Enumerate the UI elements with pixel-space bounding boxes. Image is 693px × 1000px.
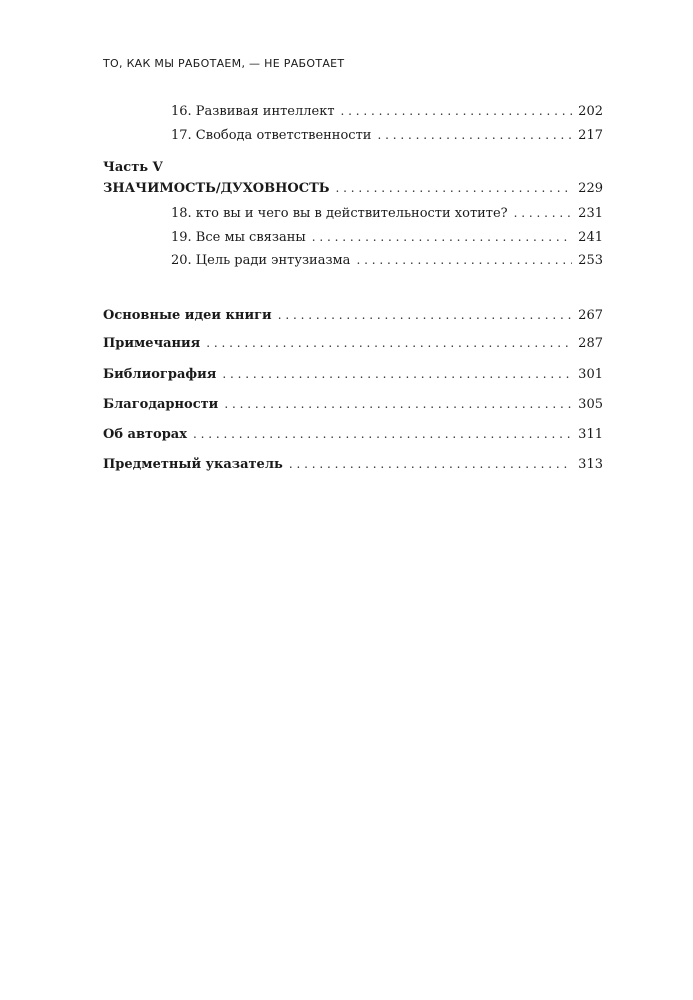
toc-entry-title: 18. кто вы и чего вы в действительности хотите?: [171, 206, 508, 221]
toc-entry-page: 229: [578, 181, 603, 196]
part-label: Часть V: [103, 160, 163, 175]
toc-entry-page: 301: [578, 367, 603, 382]
toc-entry-title: Основные идеи книги: [103, 308, 272, 323]
dot-leader: [514, 203, 573, 223]
toc-entry-notes: [103, 333, 603, 353]
toc-entry-title: 16. Развивая интеллект: [171, 104, 335, 119]
toc-entry-title: ЗНАЧИМОСТЬ/ДУХОВНОСТЬ: [103, 181, 330, 196]
toc-entry-chapter-16: [103, 101, 603, 121]
dot-leader: [193, 424, 572, 444]
dot-leader: [335, 178, 572, 198]
dot-leader: [206, 333, 572, 353]
toc-entry-page: 311: [578, 427, 603, 442]
toc-entry-page: 217: [578, 128, 603, 143]
toc-entry-index: [103, 454, 603, 474]
toc-entry-title: Библиография: [103, 367, 217, 382]
toc-entry-key-ideas: [103, 305, 603, 325]
dot-leader: [278, 305, 572, 325]
toc-entry-title: Предметный указатель: [103, 457, 283, 472]
toc-entry-acknowledgments: [103, 394, 603, 414]
toc-entry-chapter-18: [103, 203, 603, 223]
dot-leader: [222, 364, 572, 384]
toc-entry-part-5: [103, 178, 603, 198]
toc-entry-title: 20. Цель ради энтузиазма: [171, 253, 351, 268]
dot-leader: [341, 101, 573, 121]
toc-entry-title: 17. Свобода ответственности: [171, 128, 372, 143]
toc-entry-page: 231: [578, 206, 603, 221]
toc-entry-chapter-17: [103, 125, 603, 145]
dot-leader: [356, 250, 572, 270]
toc-entry-title: 19. Все мы связаны: [171, 230, 306, 245]
toc-entry-page: 287: [578, 336, 603, 351]
toc-entry-about-authors: [103, 424, 603, 444]
toc-entry-chapter-20: [103, 250, 603, 270]
dot-leader: [289, 454, 572, 474]
toc-entry-title: Благодарности: [103, 397, 219, 412]
toc-entry-page: 313: [578, 457, 603, 472]
toc-entry-page: 305: [578, 397, 603, 412]
toc-entry-page: 241: [578, 230, 603, 245]
running-head: ТО, КАК МЫ РАБОТАЕМ, — НЕ РАБОТАЕТ: [103, 57, 345, 70]
toc-entry-page: 253: [578, 253, 603, 268]
toc-entry-page: 267: [578, 308, 603, 323]
toc-entry-bibliography: [103, 364, 603, 384]
dot-leader: [224, 394, 572, 414]
dot-leader: [312, 227, 572, 247]
dot-leader: [377, 125, 572, 145]
toc-entry-title: Об авторах: [103, 427, 187, 442]
toc-entry-title: Примечания: [103, 336, 201, 351]
toc-entry-page: 202: [578, 104, 603, 119]
toc-entry-chapter-19: [103, 227, 603, 247]
